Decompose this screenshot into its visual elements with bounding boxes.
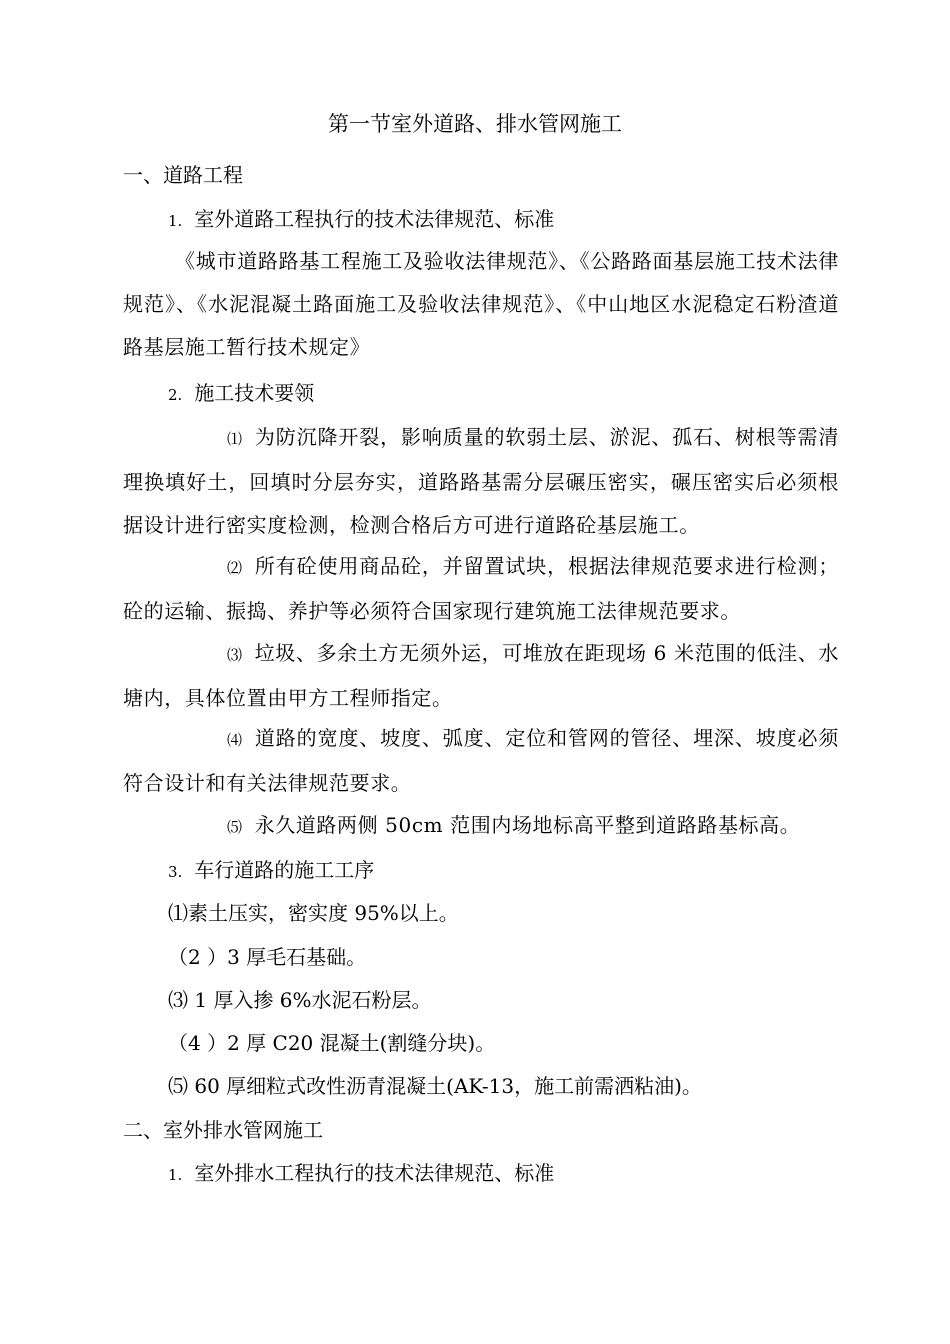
point-text: 垃圾、多余土方无须外运，可堆放在距现场 6 米范围的低洼、水塘内，具体位置由甲方工程师指定。 xyxy=(123,641,839,710)
subheading-text: 室外道路工程执行的技术法律规范、标准 xyxy=(194,207,555,231)
standards-paragraph: 《城市道路路基工程施工及验收法律规范》、《公路路面基层施工技术法律规范》、《水泥混凝土路面施工及验收法律规范》、《中山地区水泥稳定石粉渣道路基层施工暂行技术规定》 xyxy=(123,249,839,359)
sequence-step-5: ⑸ 60 厚细粒式改性沥青混凝土(AK-13，施工前需洒粘油)。 xyxy=(168,1074,702,1098)
subheading-number: 2. xyxy=(168,386,183,404)
subheading-number: 3. xyxy=(168,863,183,881)
point-number: ⑷ xyxy=(227,731,243,749)
subheading-drainage-standards xyxy=(168,1158,554,1190)
subheading-standards xyxy=(168,204,554,236)
subheading-text: 车行道路的施工工序 xyxy=(194,858,375,882)
point-number: ⑸ xyxy=(227,818,243,836)
technique-point-5 xyxy=(123,804,839,849)
document-title: 第一节室外道路、排水管网施工 xyxy=(328,112,622,136)
point-text: 永久道路两侧 50cm 范围内场地标高平整到道路路基标高。 xyxy=(254,813,801,837)
point-text: 为防沉降开裂，影响质量的软弱土层、淤泥、孤石、树根等需清理换填好土，回填时分层夯实，道路路基需分层碾压密实，碾压密实后必须根据设计进行密实度检测，检测合格后方可进行道路砼基层施工。 xyxy=(123,425,839,537)
technique-point-2 xyxy=(123,545,839,633)
sequence-step-3: ⑶ 1 厚入掺 6%水泥石粉层。 xyxy=(168,988,432,1012)
subheading-text: 施工技术要领 xyxy=(194,381,315,405)
subheading-road-sequence xyxy=(168,855,374,887)
subheading-text: 室外排水工程执行的技术法律规范、标准 xyxy=(194,1161,555,1185)
point-number: ⑴ xyxy=(227,430,243,448)
subheading-technique xyxy=(168,378,314,410)
subheading-number: 1. xyxy=(168,1166,183,1184)
section-heading-drainage: 二、室外排水管网施工 xyxy=(123,1118,323,1142)
technique-point-3 xyxy=(123,632,839,720)
point-number: ⑵ xyxy=(227,559,243,577)
sequence-step-2: （2 ）3 厚毛石基础。 xyxy=(168,945,367,969)
section-heading-road: 一、道路工程 xyxy=(123,163,243,187)
technique-point-1 xyxy=(123,416,839,547)
subheading-number: 1. xyxy=(168,212,183,230)
sequence-step-4: （4 ）2 厚 C20 混凝土(割缝分块)。 xyxy=(168,1031,496,1055)
point-text: 所有砼使用商品砼，并留置试块，根据法律规范要求进行检测；砼的运输、振捣、养护等必须符合国家现行建筑施工法律规范要求。 xyxy=(123,554,839,623)
point-number: ⑶ xyxy=(227,646,243,664)
point-text: 道路的宽度、坡度、弧度、定位和管网的管径、埋深、坡度必须符合设计和有关法律规范要求。 xyxy=(123,726,839,795)
technique-point-4 xyxy=(123,717,839,805)
sequence-step-1: ⑴素土压实，密实度 95%以上。 xyxy=(168,901,459,925)
